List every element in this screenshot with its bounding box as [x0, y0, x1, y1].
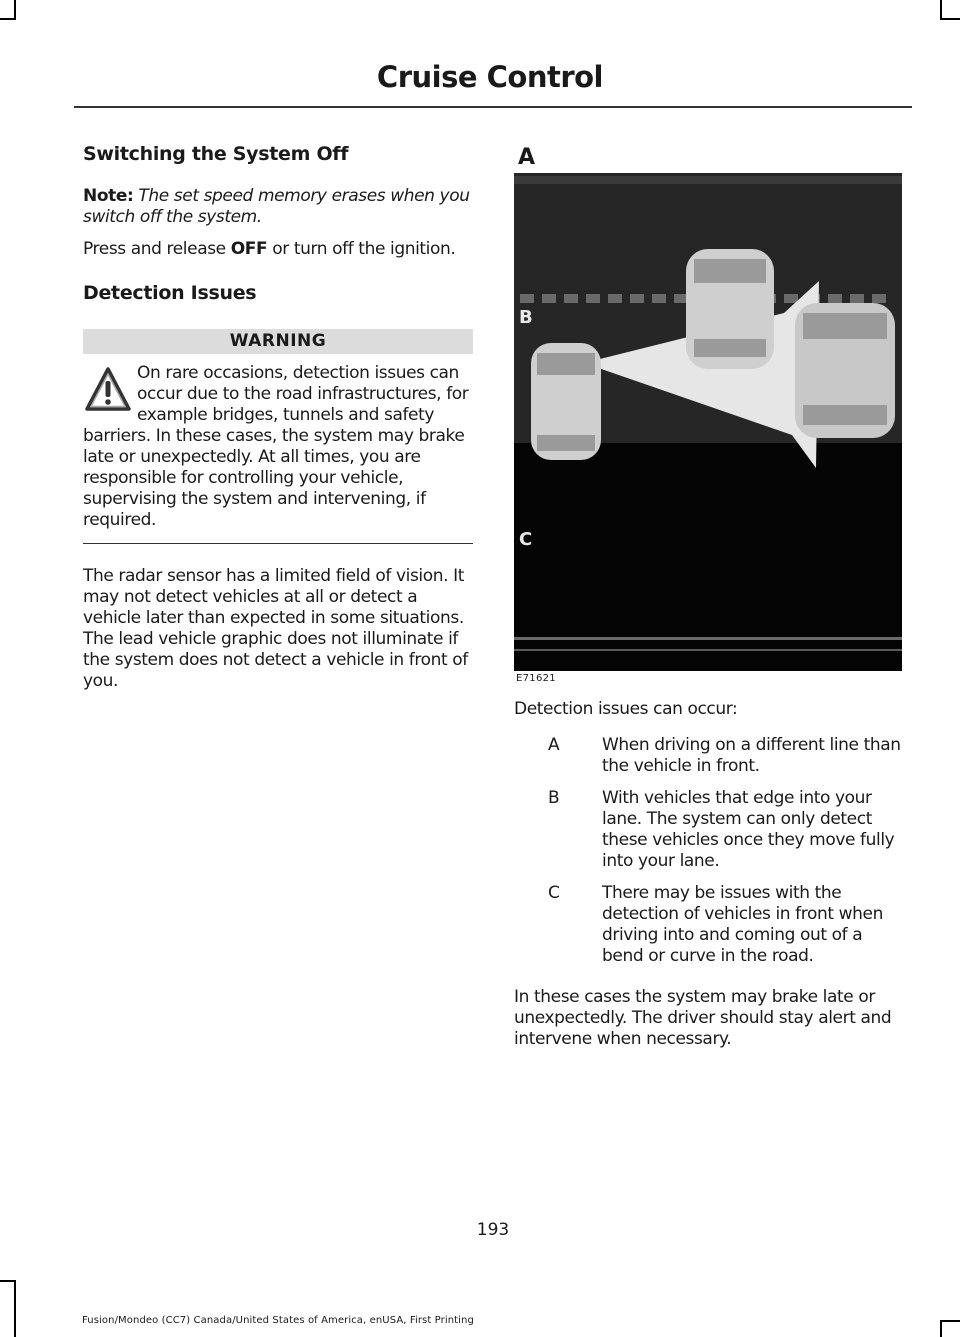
crop-mark [940, 1320, 960, 1322]
note-text: The set speed memory erases when you switch off the system. [83, 186, 470, 227]
list-item [514, 788, 902, 872]
crop-mark [0, 1280, 16, 1282]
press-text: Press and release [83, 239, 231, 259]
press-text-end: or turn off the ignition. [267, 239, 456, 259]
list-text: With vehicles that edge into your lane. The system can only detect these vehicles once they move fully into your lane. [602, 788, 895, 871]
radar-paragraph: The radar sensor has a limited field of vision. It may not detect vehicles at all or detect a vehicle later than expected in some situations. The lead vehicle graphic does not illuminate if the system does not detect a vehicle in front of you. [83, 566, 468, 691]
warning-triangle-icon [83, 363, 133, 417]
warning-text: On rare occasions, detection issues can occur due to the road infrastructures, for example bridges, tunnels and safety barriers. In these cases, the system may brake late or unexpectedly. At all times, you are responsible for controlling your vehicle, supervising the system and intervening, if required. [83, 363, 469, 530]
press-paragraph [83, 239, 473, 260]
warning-rule [83, 543, 473, 544]
list-letter: A [548, 735, 560, 755]
warning-body [83, 363, 473, 531]
figure-label-b: B [519, 307, 533, 328]
list-text: When driving on a different line than the vehicle in front. [602, 735, 901, 776]
crop-mark [940, 0, 942, 20]
figure-label-c: C [519, 529, 533, 550]
detection-figure [514, 143, 902, 684]
crop-mark [0, 18, 16, 20]
note-paragraph [83, 186, 473, 228]
footer-text: Fusion/Mondeo (CC7) Canada/United States of America, enUSA, First Printing [82, 1315, 474, 1326]
crop-mark [14, 1280, 16, 1337]
note-label: Note: [83, 186, 134, 206]
figure-label-a: A [518, 145, 536, 170]
closing-paragraph: In these cases the system may brake late or unexpectedly. The driver should stay alert and intervene when necessary. [514, 987, 892, 1049]
section-heading: Switching the System Off [83, 143, 349, 165]
list-item [514, 735, 902, 777]
section-heading: Detection Issues [83, 282, 257, 304]
crop-mark [940, 1320, 942, 1337]
issue-list [514, 735, 902, 967]
list-item [514, 883, 902, 967]
list-letter: C [548, 883, 560, 903]
list-text: There may be issues with the detection of vehicles in front when driving into and coming out of a bend or curve in the road. [602, 883, 883, 966]
figure-code: E71621 [516, 673, 556, 684]
off-key: OFF [230, 239, 268, 259]
crop-mark [14, 0, 16, 20]
intro-paragraph: Detection issues can occur: [514, 699, 738, 719]
list-letter: B [548, 788, 560, 808]
warning-banner: WARNING [83, 329, 473, 354]
right-column [514, 143, 902, 1050]
left-column [83, 143, 473, 692]
detection-illustration [514, 173, 902, 671]
crop-mark [940, 18, 960, 20]
header-rule [74, 106, 912, 108]
page-title: Cruise Control [376, 60, 603, 94]
page-number: 193 [476, 1220, 510, 1240]
